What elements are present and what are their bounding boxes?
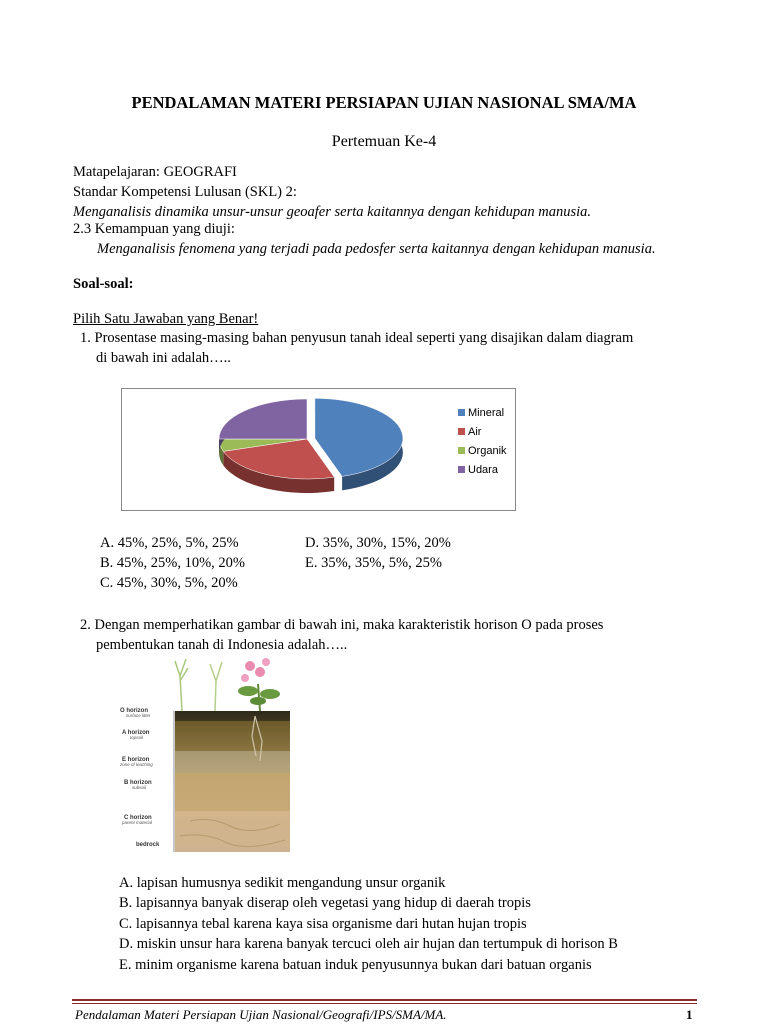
page-subtitle: Pertemuan Ke-4 xyxy=(331,133,437,150)
label-o-horizon: O horizon xyxy=(120,708,148,714)
q1-option-c: C. 45%, 30%, 5%, 20% xyxy=(100,575,238,591)
q2-option-e: E. minim organisme karena batuan induk penyusunnya bukan dari batuan organis xyxy=(119,957,592,973)
footer-rule-thin xyxy=(72,1003,697,1004)
legend-label-udara: Udara xyxy=(468,464,498,476)
legend-swatch-udara xyxy=(458,466,465,473)
skl-line: Standar Kompetensi Lulusan (SKL) 2: xyxy=(73,184,297,200)
legend-swatch-air xyxy=(458,428,465,435)
q2-option-d: D. miskin unsur hara karena banyak tercuci oleh air hujan dan tertumpuk di horison B xyxy=(119,936,618,952)
question-2-text: 2. Dengan memperhatikan gambar di bawah ini, maka karakteristik horison O pada proses xyxy=(80,617,604,633)
ability-line: 2.3 Kemampuan yang diuji: xyxy=(73,221,235,237)
sub-e-horizon: zone of leaching xyxy=(120,762,153,767)
footer-text: Pendalaman Materi Persiapan Ujian Nasional/Geografi/IPS/SMA/MA. xyxy=(75,1007,447,1022)
q2-option-b: B. lapisannya banyak diserap oleh vegetasi yang hidup di daerah tropis xyxy=(119,895,531,911)
subject-line: Matapelajaran: GEOGRAFI xyxy=(73,164,237,180)
legend-label-air: Air xyxy=(468,426,482,438)
label-c-horizon: C horizon xyxy=(124,815,152,821)
q1-option-b: B. 45%, 25%, 10%, 20% xyxy=(100,555,245,571)
q1-option-e: E. 35%, 35%, 5%, 25% xyxy=(305,555,442,571)
label-e-horizon: E horizon xyxy=(122,757,150,763)
page-number: 1 xyxy=(686,1007,693,1022)
pie-slice-udara xyxy=(219,399,307,439)
legend-label-mineral: Mineral xyxy=(468,407,505,419)
ability-description: Menganalisis fenomena yang terjadi pada pedosfer serta kaitannya dengan kehidupan manusia. xyxy=(97,241,656,257)
soil-profile-image xyxy=(120,656,290,852)
pie-chart xyxy=(121,388,516,511)
q2-option-c: C. lapisannya tebal karena kaya sisa organisme dari hutan hujan tropis xyxy=(119,916,527,932)
question-1-text-cont: di bawah ini adalah….. xyxy=(96,350,231,366)
question-2-text-cont: pembentukan tanah di Indonesia adalah….. xyxy=(96,637,348,653)
q1-option-d: D. 35%, 30%, 15%, 20% xyxy=(305,535,451,551)
legend-swatch-organik xyxy=(458,447,465,454)
section-heading: Soal-soal: xyxy=(73,276,134,292)
legend-swatch-mineral xyxy=(458,409,465,416)
page-title: PENDALAMAN MATERI PERSIAPAN UJIAN NASIONAL SMA/MA xyxy=(131,93,637,112)
label-bedrock: bedrock xyxy=(136,842,160,848)
question-1-text: 1. Prosentase masing-masing bahan penyusun tanah ideal seperti yang disajikan dalam diagram xyxy=(80,330,634,346)
instruction: Pilih Satu Jawaban yang Benar! xyxy=(73,311,259,327)
sub-o-horizon: surface litter xyxy=(126,713,151,718)
sub-b-horizon: subsoil xyxy=(132,785,147,790)
sub-c-horizon: parent material xyxy=(122,820,153,825)
sub-a-horizon: topsoil xyxy=(130,735,144,740)
label-a-horizon: A horizon xyxy=(122,730,150,736)
pie-chart-svg xyxy=(122,389,515,510)
q1-option-a: A. 45%, 25%, 5%, 25% xyxy=(100,535,239,551)
legend-label-organik: Organik xyxy=(468,445,507,457)
q2-option-a: A. lapisan humusnya sedikit mengandung unsur organik xyxy=(119,875,446,891)
label-b-horizon: B horizon xyxy=(124,780,152,786)
footer-rule xyxy=(72,999,697,1001)
skl-description: Menganalisis dinamika unsur-unsur geoafer serta kaitannya dengan kehidupan manusia. xyxy=(73,204,592,220)
